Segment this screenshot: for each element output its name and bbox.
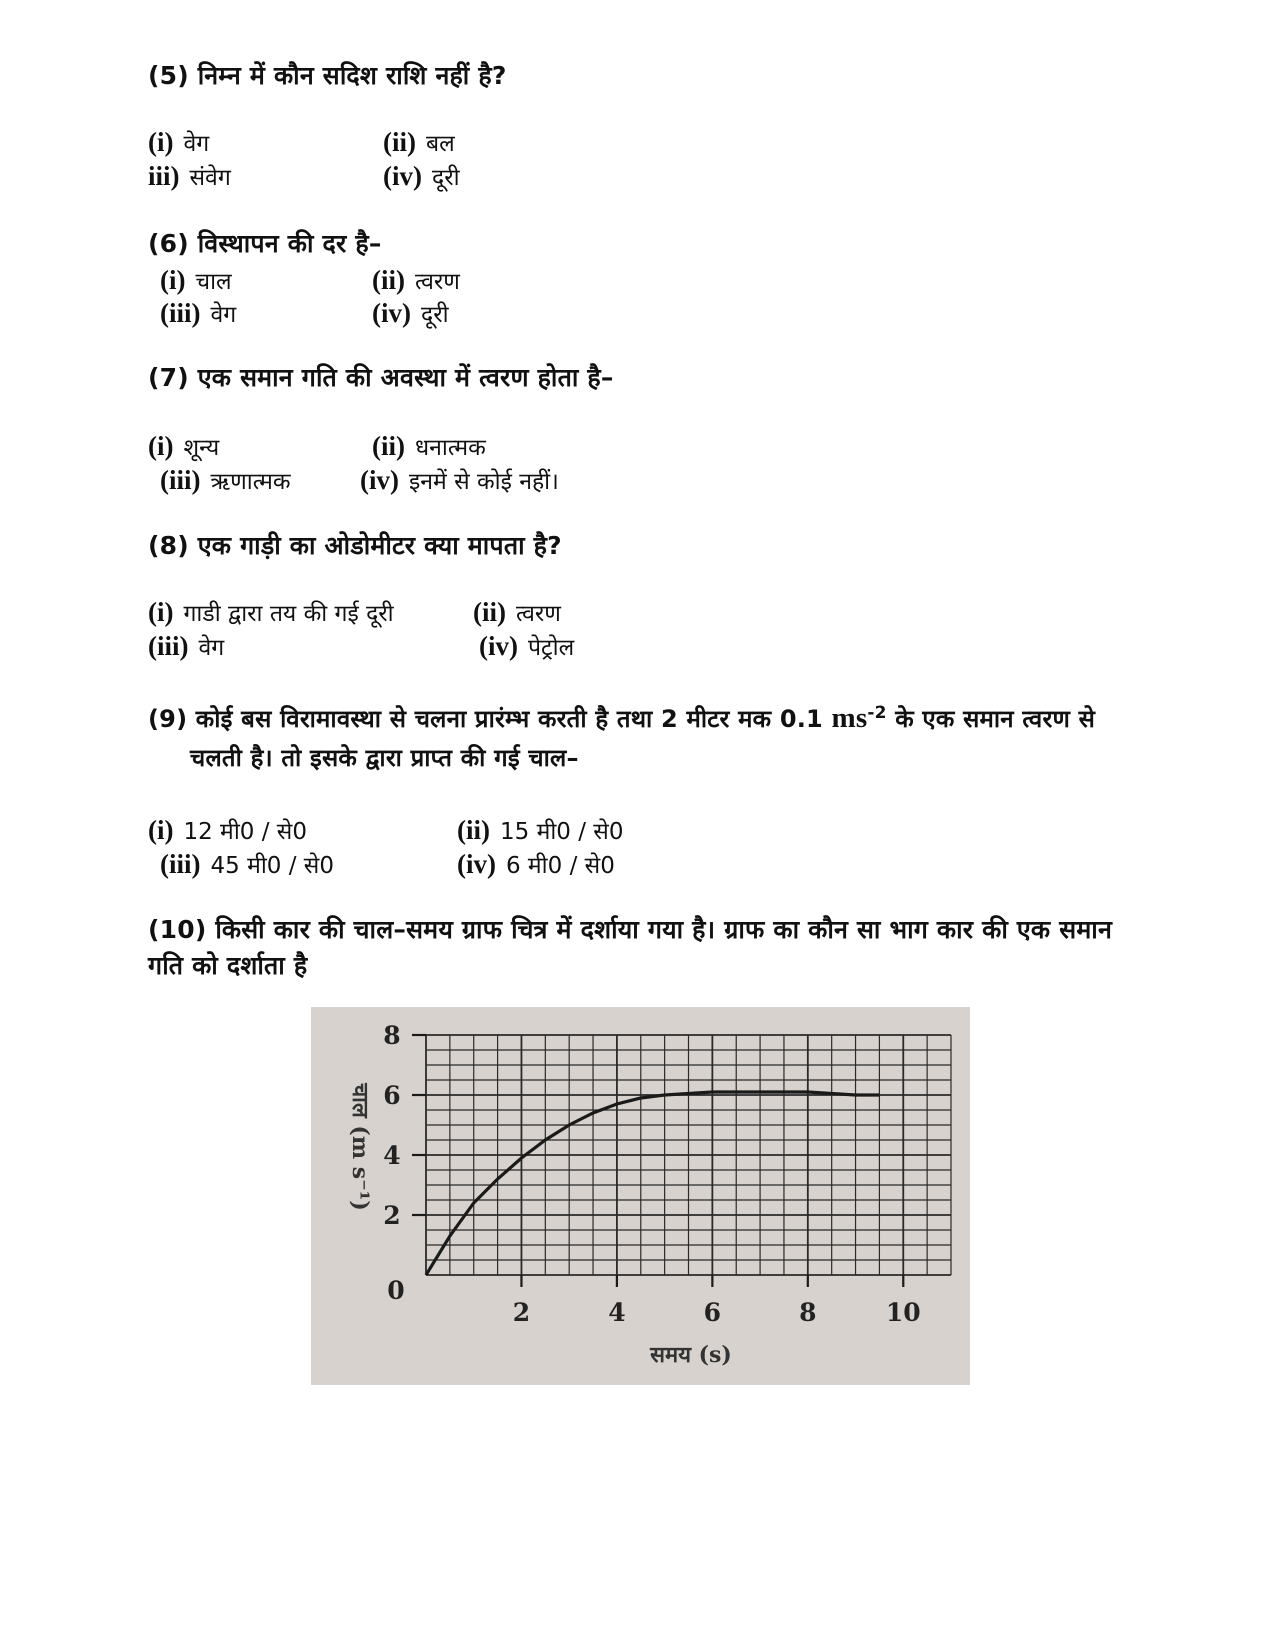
y-tick-labels: [383, 1021, 400, 1230]
option-number: (i): [148, 431, 174, 461]
q9-option-3: [160, 848, 334, 880]
option-text: वेग: [183, 131, 210, 157]
q9-text-b: के एक समान त्वरण से: [895, 705, 1095, 733]
question-6: (6) विस्थापन की दर है–: [148, 229, 382, 258]
graph-svg: [311, 1007, 970, 1385]
q8-option-3: [148, 630, 224, 662]
option-number: (iv): [479, 631, 518, 661]
x-tick-label: 6: [703, 1298, 722, 1327]
option-number: (iii): [148, 631, 189, 661]
option-text: बल: [426, 131, 455, 157]
option-number: (ii): [457, 815, 490, 845]
option-text: ऋणात्मक: [210, 469, 291, 495]
option-number: (iii): [160, 465, 201, 495]
option-text: दूरी: [420, 302, 449, 328]
x-tick-label: 4: [608, 1298, 626, 1327]
question-8: (8) एक गाड़ी का ओडोमीटर क्या मापता है?: [148, 531, 562, 560]
option-number: (ii): [372, 265, 405, 295]
q9-exponent: -2: [867, 703, 887, 723]
q8-option-2: [473, 596, 561, 628]
q9-text-a: (9) कोई बस विरामावस्था से चलना प्रारंम्भ करती है तथा 2 मीटर मक 0.1: [148, 705, 823, 733]
x-tick-label: 10: [885, 1298, 921, 1327]
option-number: (i): [160, 265, 186, 295]
option-text: 12 मी0 / से0: [183, 819, 307, 845]
option-text: धनात्मक: [415, 435, 486, 461]
option-text: दूरी: [431, 165, 460, 191]
q9-option-4: [457, 848, 615, 880]
q10-text: (10) किसी कार की चाल–समय ग्राफ चित्र में दर्शाया गया है। ग्राफ का कौन सा भाग कार की एक समान गति को दर्शाता है: [148, 915, 1113, 980]
y-tick-label: 8: [383, 1021, 401, 1050]
option-number: (iv): [360, 465, 399, 495]
y-tick-label: 2: [383, 1201, 401, 1230]
option-number: (iv): [383, 161, 422, 191]
option-text: पेट्रोल: [527, 635, 575, 661]
x-axis-label: समय (s): [650, 1342, 732, 1368]
option-text: 15 मी0 / से0: [500, 819, 624, 845]
option-number: (iv): [372, 298, 411, 328]
axis-ticks: [412, 1035, 903, 1287]
q6-option-1: [160, 264, 232, 296]
question-9: [148, 702, 1095, 774]
q7-option-1: [148, 430, 219, 462]
speed-curve: [426, 1092, 879, 1275]
question-10: [148, 912, 1128, 984]
q7-option-3: [160, 464, 291, 496]
option-text: इनमें से कोई नहीं।: [408, 469, 559, 495]
y-tick-label: 4: [383, 1141, 401, 1170]
q9-unit: ms: [831, 702, 868, 734]
q5-option-4: [383, 160, 460, 192]
q6-option-4: [372, 297, 449, 329]
q9-text-cont: चलती है। तो इसके द्वारा प्राप्त की गई चाल–: [190, 744, 579, 772]
q7-option-4: [360, 464, 559, 496]
grid-lines: [426, 1035, 951, 1275]
q8-option-4: [479, 630, 574, 662]
x-tick-label: 8: [799, 1298, 817, 1327]
option-number: (i): [148, 815, 174, 845]
speed-time-graph: [311, 1007, 970, 1385]
q9-option-1: [148, 814, 307, 846]
option-text: चाल: [195, 269, 232, 295]
x-tick-label: 0: [387, 1276, 405, 1305]
option-number: iii): [148, 161, 180, 191]
q9-option-2: [457, 814, 623, 846]
q5-option-1: [148, 126, 209, 158]
option-number: (iii): [160, 849, 201, 879]
option-number: (ii): [473, 597, 506, 627]
option-text: शून्य: [183, 435, 220, 461]
q8-option-1: [148, 596, 394, 628]
q5-option-3: [148, 160, 231, 192]
option-number: (i): [148, 127, 174, 157]
option-number: (ii): [372, 431, 405, 461]
x-tick-labels: [387, 1276, 920, 1327]
question-7: (7) एक समान गति की अवस्था में त्वरण होता है–: [148, 363, 614, 392]
q6-option-3: [160, 297, 236, 329]
option-text: त्वरण: [516, 601, 561, 627]
y-tick-label: 6: [383, 1081, 401, 1110]
option-text: त्वरण: [415, 269, 460, 295]
option-text: वेग: [198, 635, 225, 661]
option-text: वेग: [210, 302, 237, 328]
question-5: (5) निम्न में कौन सदिश राशि नहीं है?: [148, 61, 507, 90]
option-text: गाडी द्वारा तय की गई दूरी: [183, 601, 394, 627]
q7-option-2: [372, 430, 486, 462]
option-text: संवेग: [189, 165, 231, 191]
option-number: (i): [148, 597, 174, 627]
option-text: 45 मी0 / से0: [210, 853, 334, 879]
option-text: 6 मी0 / से0: [505, 853, 615, 879]
option-number: (iii): [160, 298, 201, 328]
y-axis-label: चाल (m s⁻¹): [347, 1083, 373, 1211]
option-number: (ii): [383, 127, 416, 157]
option-number: (iv): [457, 849, 496, 879]
x-tick-label: 2: [512, 1298, 531, 1327]
q5-option-2: [383, 126, 455, 158]
q6-option-2: [372, 264, 460, 296]
